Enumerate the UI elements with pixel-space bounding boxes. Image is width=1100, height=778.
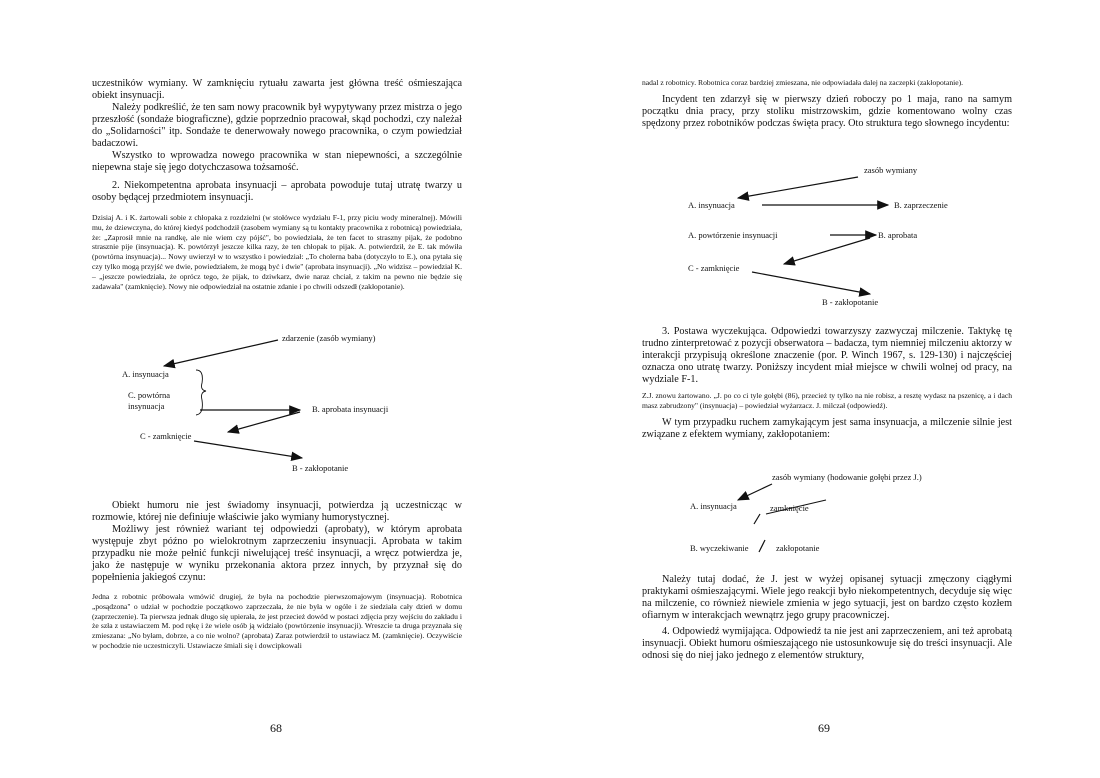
paragraph: 4. Odpowiedź wymijająca. Odpowiedź ta nie jest ani zaprzeczeniem, ani też aprobatą insynuacji. Obiekt humoru ośmieszającego nie ustosunkowuje się do treści insynuacji. Ale odnosi się do niej jako jednego z elementów struktury, — [642, 626, 1012, 661]
diagram-label: zamknięcie — [770, 503, 809, 513]
paragraph: uczestników wymiany. W zamknięciu rytuału zawarta jest główna treść ośmieszająca obiekt insynuacji. — [92, 78, 462, 101]
right-bottom-block — [642, 574, 1012, 662]
diagram-label: zdarzenie (zasób wymiany) — [282, 333, 376, 343]
left-top-block — [92, 78, 462, 291]
diagram-left — [100, 328, 450, 480]
diagram-label: B - zakłopotanie — [822, 297, 879, 307]
paragraph: Incydent ten zdarzył się w pierwszy dzień roboczy po 1 maja, rano na samym początku dnia pracy, przy stoliku mistrzowskim, gdzie komentowano wolny czas spędzony przez robotników podczas święta pracy. Oto struktura tego słownego incydentu: — [642, 93, 1012, 129]
diagram-label: C. powtórna — [128, 390, 171, 400]
quote-block: nadal z robotnicy. Robotnica coraz bardziej zmieszana, nie odpowiadała dalej na zaczepki (zakłopotanie). — [642, 78, 964, 87]
diagram-label: B - zakłopotanie — [292, 463, 349, 473]
diagram-right-1 — [680, 160, 990, 312]
diagram-label: B. wyczekiwanie — [690, 543, 749, 553]
diagram-label: C - zamknięcie — [140, 431, 192, 441]
diagram-label: A. insynuacja — [688, 200, 735, 210]
diagram-right-2 — [680, 466, 990, 562]
diagram-label: B. aprobata — [878, 230, 918, 240]
paragraph: W tym przypadku ruchem zamykającym jest sama insynuacja, a milczenie silnie jest związane z efektem wymiany, zakłopotaniem: — [642, 416, 1012, 440]
diagram-label: insynuacja — [128, 401, 165, 411]
right-page — [550, 0, 1100, 778]
quote-block: Z.J. znowu żartowano. „J. po co ci tyle gołębi (86), przecież ty tylko na nie robisz, a resztę wydasz na pszenicę, a i dach masz zabrudzony" (insynuacja) – powiedział wyżarzacz. J. milczał (odpowiedź). — [642, 391, 1012, 410]
quote-block: Jedna z robotnic próbowała wmówić drugiej, że była na pochodzie pierwszomajowym (insynuacja). Robotnica „posądzona" o udział w pochodzie początkowo zaprzeczała, że nie była w ogóle i że siedziała cały dzień w domu (zaprzeczenie). Ta pierwsza jednak długo się upierała, że jest przecież dowód w postaci zdjęcia przy wejściu do zakładu i że szła z ustawiaczem M. pod rękę i że wiele osób ją widziało (powtórzenie insynuacji). Wreszcie ta druga przyznała się zmieszana: „No byłam, dobrze, a co nie wolno? (aprobata) Zaraz potwierdził to ustawiacz M. (zamknięcie). Oczywiście w pochodzie nie uczestniczyli. Ustawiacze śmiali się i dowcipkowali — [92, 592, 462, 650]
diagram-label: A. insynuacja — [122, 369, 169, 379]
right-top-block — [642, 78, 1012, 130]
page-number: 68 — [270, 721, 282, 735]
page-number: 69 — [818, 721, 830, 735]
diagram-label: zasób wymiany (hodowanie gołębi przez J.) — [772, 472, 922, 482]
diagram-label: B. zaprzeczenie — [894, 200, 948, 210]
diagram-label: zasób wymiany — [864, 165, 918, 175]
paragraph: Należy podkreślić, że ten sam nowy pracownik był wypytywany przez mistrza o jego przeszłość (sondaże biograficzne), gdzie poprzednio pracował, skąd pochodzi, czy należał do „Solidarności" itp. Sondaże te denerwowały nowego pracownika, o czym powiedział badaczowi. — [92, 102, 462, 149]
paragraph: 2. Niekompetentna aprobata insynuacji – aprobata powoduje tutaj utratę twarzy u osoby będącej przedmiotem insynuacji. — [92, 180, 462, 203]
diagram-label: A. powtórzenie insynuacji — [688, 230, 778, 240]
paragraph: 3. Postawa wyczekująca. Odpowiedzi towarzyszy zazwyczaj milczenie. Taktykę tę trudno zinterpretować z pozycji obserwatora – badacza, tym niemniej milczeniu aktorzy w interakcji przypisują określone znaczenie (por. P. Winch 1967, s. 129-130) i najczęściej oznacza ono utratę twarzy. Poniższy incydent miał miejsce w chwili wolnej od pracy, na wydziale F-1. — [642, 326, 1012, 385]
left-bottom-block — [92, 500, 462, 651]
diagram-label: B. aprobata insynuacji — [312, 404, 389, 414]
diagram-label: A. insynuacja — [690, 501, 737, 511]
quote-block: Dzisiaj A. i K. żartowali sobie z chłopaka z rozdzielni (w stołówce wydziału F-1, przy piciu wody mineralnej). Mówili mu, że dziewczyna, do której kiedyś podchodził (zasobem wymiany są tu kontakty pracownika z robotnicą) powiedziała, że: „Zaprosił mnie na randkę, ale nie wiem czy pójść", bo powiedziała, że ten facet to straszny pijak, że podobno strasznie pije (insynuacja). K. powtórzył jeszcze kilka razy, że ten chłopak to pijak. A. potwierdził, że E. tak mówiła (powtórna insynuacja)... Nowy uwierzył w to wszystko i powiedział: „To cholerna baba (dotyczyło to E.), ona pytała się czy tylko mogą przyjść we dwie, powiedziałem, że mogą być i dwie" (aprobata insynuacji). „No widzisz – powiedział K. – „jeszcze powiedziała, że oprócz tego, że pijak, to dziwkarz, dwie naraz chciał, z takim na pewno nie będzie się zadawała" (zamknięcie). Nowy nie odpowiedział na ostatnie zdanie i po chwili odszedł (zakłopotanie). — [92, 213, 462, 291]
diagram-label: zakłopotanie — [776, 543, 820, 553]
paragraph: Należy tutaj dodać, że J. jest w wyżej opisanej sytuacji zmęczony ciągłymi praktykami ośmieszającymi. Wiele jego reakcji było niekompetentnych, decyduje się więc na milczenie, co również niewiele zmienia w jego sytuacji, jest on bardzo często kozłem ofiarnym w interakcjach wewnątrz jego grupy pracowniczej. — [642, 574, 1012, 621]
paragraph: Możliwy jest również wariant tej odpowiedzi (aprobaty), w którym aprobata występuje zbyt późno po wielokrotnym zaprzeczeniu insynuacji. Aprobata w takim przypadku nie może pełnić funkcji niwelującej treść insynuacji, a wręcz potwierdza je, jako że następuje w wyniku przekonania aktora przez innych, by przyznał się do popełnienia jakiegoś czynu: — [92, 524, 462, 583]
right-mid-block — [642, 326, 1012, 441]
paragraph: Wszystko to wprowadza nowego pracownika w stan niepewności, a szczególnie niepewna staje się jego dotychczasowa tożsamość. — [92, 150, 462, 173]
paragraph: Obiekt humoru nie jest świadomy insynuacji, potwierdza ją uczestnicząc w rozmowie, której nie definiuje właściwie jako wymiany humorystycznej. — [92, 500, 462, 523]
diagram-label: C - zamknięcie — [688, 263, 740, 273]
